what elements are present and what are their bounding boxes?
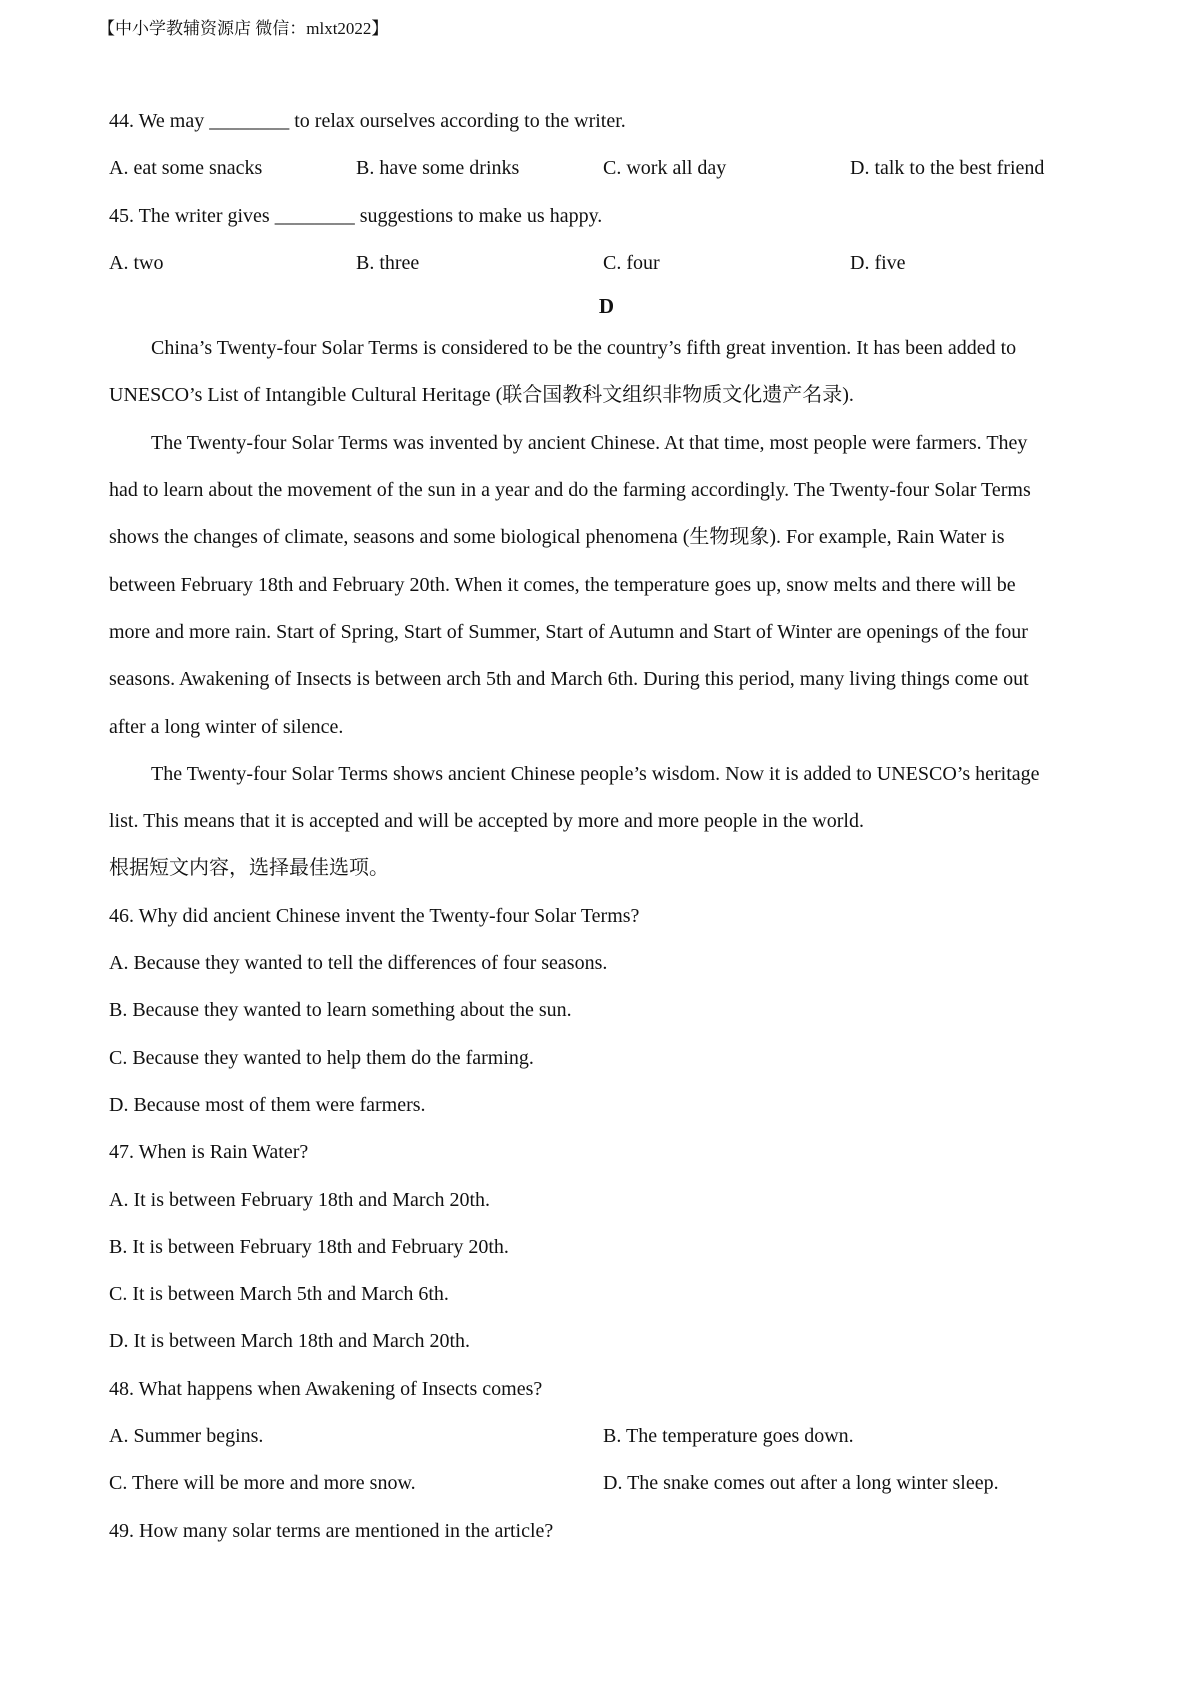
instruction: 根据短文内容，选择最佳选项。 <box>109 857 389 880</box>
question-47: 47. When is Rain Water? <box>109 1141 309 1164</box>
passage-line: UNESCO’s List of Intangible Cultural Heritage (联合国教科文组织非物质文化遗产名录). <box>109 384 854 407</box>
question-48-options-row-1 <box>109 1413 1104 1460</box>
option-c: C. four <box>603 251 660 274</box>
option-d: D. It is between March 18th and March 20th. <box>109 1330 471 1353</box>
option-a: A. It is between February 18th and March 20th. <box>109 1188 491 1211</box>
option-d: D. talk to the best friend <box>850 157 1045 180</box>
question-44-options <box>109 145 1104 192</box>
reading-passage <box>109 325 1104 845</box>
question-45-options <box>109 240 1104 287</box>
passage-line: list. This means that it is accepted and will be accepted by more and more people in the world. <box>109 810 864 833</box>
option-b: B. It is between February 18th and February 20th. <box>109 1235 509 1258</box>
passage-line: The Twenty-four Solar Terms shows ancient Chinese people’s wisdom. Now it is added to UNESCO’s heritage <box>151 762 1040 785</box>
option-b: B. have some drinks <box>356 157 520 180</box>
question-44: 44. We may ________ to relax ourselves according to the writer. <box>109 110 626 132</box>
passage-line: more and more rain. Start of Spring, Start of Summer, Start of Autumn and Start of Winter are openings of the four <box>109 620 1028 643</box>
passage-line: China’s Twenty-four Solar Terms is considered to be the country’s fifth great invention. It has been added to <box>151 337 1017 360</box>
option-a: A. Because they wanted to tell the differences of four seasons. <box>109 952 608 975</box>
passage-line: seasons. Awakening of Insects is between arch 5th and March 6th. During this period, many living things come out <box>109 668 1029 691</box>
passage-line: between February 18th and February 20th. When it comes, the temperature goes up, snow melts and there will be <box>109 573 1016 596</box>
question-48: 48. What happens when Awakening of Insects comes? <box>109 1377 543 1400</box>
passage-line: after a long winter of silence. <box>109 715 344 738</box>
passage-line: had to learn about the movement of the sun in a year and do the farming accordingly. The Twenty-four Solar Terms <box>109 479 1031 502</box>
passage-line: The Twenty-four Solar Terms was invented by ancient Chinese. At that time, most people were farmers. They <box>151 431 1028 454</box>
question-46: 46. Why did ancient Chinese invent the Twenty-four Solar Terms? <box>109 904 640 927</box>
option-b: B. three <box>356 251 420 274</box>
option-a: A. eat some snacks <box>109 157 263 180</box>
option-c: C. work all day <box>603 157 727 180</box>
section-title: D <box>598 294 615 319</box>
question-45: 45. The writer gives ________ suggestions to make us happy. <box>109 204 603 227</box>
option-c: C. It is between March 5th and March 6th. <box>109 1283 449 1306</box>
option-d: D. Because most of them were farmers. <box>109 1093 426 1116</box>
option-b: B. Because they wanted to learn something about the sun. <box>109 999 572 1022</box>
option-c: C. Because they wanted to help them do the farming. <box>109 1046 534 1069</box>
option-a: A. two <box>109 251 164 274</box>
passage-line: shows the changes of climate, seasons and some biological phenomena (生物现象). For example, Rain Water is <box>109 526 1005 549</box>
option-d: D. five <box>850 251 906 274</box>
option-a: A. Summer begins. <box>109 1425 264 1448</box>
option-b: B. The temperature goes down. <box>603 1425 854 1448</box>
option-d: D. The snake comes out after a long winter sleep. <box>603 1472 999 1495</box>
option-c: C. There will be more and more snow. <box>109 1472 416 1495</box>
exam-page <box>109 98 1104 1555</box>
page-header-watermark: 【中小学教辅资源店 微信：mlxt2022】 <box>98 19 389 38</box>
question-49: 49. How many solar terms are mentioned in the article? <box>109 1519 554 1542</box>
question-48-options-row-2 <box>109 1460 1104 1507</box>
